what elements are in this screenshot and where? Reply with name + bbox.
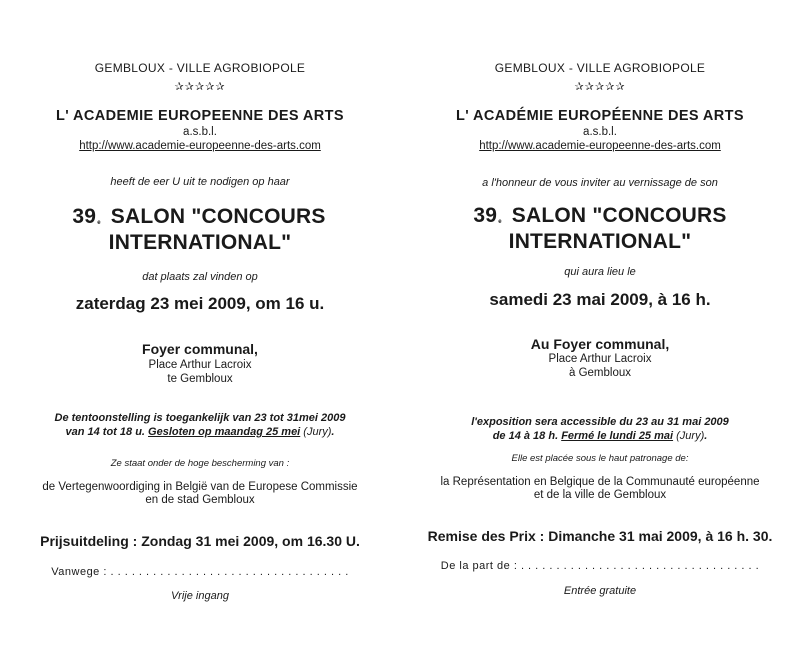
venue-city: à Gembloux [568, 367, 631, 379]
salon-number: 39 [72, 205, 97, 228]
from-line [0, 566, 400, 578]
patronage-line2: et de la ville de Gembloux [533, 489, 667, 501]
asbl-label: a.s.b.l. [183, 126, 217, 138]
closed-day: Fermé le lundi 25 mai [561, 430, 674, 442]
hours-text: van 14 tot 18 u. [65, 426, 149, 438]
invite-text: a l'honneur de vous inviter au vernissage de son [482, 177, 718, 189]
jury-note: (Jury) [673, 430, 705, 442]
asbl-label: a.s.b.l. [583, 126, 617, 138]
salon-title-line1 [400, 203, 800, 229]
venue-address: Place Arthur Lacroix [548, 353, 652, 365]
venue-name: Au Foyer communal, [530, 336, 670, 352]
stars-decoration: ✰✰✰✰✰ [574, 81, 626, 93]
stars-decoration: ✰✰✰✰✰ [174, 81, 226, 93]
prize-ceremony: Remise des Prix : Dimanche 31 mai 2009, à 16 h. 30. [427, 528, 773, 544]
exhibition-dates: l'exposition sera accessible du 23 au 31 mai 2009 [471, 416, 729, 428]
period: . [331, 426, 335, 438]
venue-intro: qui aura lieu le [564, 266, 636, 278]
venue-intro: dat plaats zal vinden op [142, 271, 258, 283]
entry-note: Vrije ingang [171, 590, 229, 602]
salon-title-line1 [0, 204, 400, 230]
from-dots: . . . . . . . . . . . . . . . . . . . . . . . . . . . . . . . . . . [520, 560, 760, 572]
prize-ceremony: Prijsuitdeling : Zondag 31 mei 2009, om 16.30 U. [40, 533, 360, 549]
venue-city: te Gembloux [167, 373, 233, 385]
city-heading: GEMBLOUX - VILLE AGROBIOPOLE [494, 61, 706, 75]
website-link[interactable]: http://www.academie-europeenne-des-arts.com [79, 140, 321, 152]
patronage-intro: Ze staat onder de hoge bescherming van : [110, 458, 290, 469]
period: . [704, 430, 708, 442]
invite-text: heeft de eer U uit te nodigen op haar [110, 176, 290, 188]
salon-title-line2: INTERNATIONAL" [108, 231, 292, 254]
salon-name: SALON "CONCOURS [110, 205, 326, 228]
from-dots: . . . . . . . . . . . . . . . . . . . . . . . . . . . . . . . . . . [110, 566, 349, 578]
exhibition-hours [400, 429, 800, 443]
salon-name: SALON "CONCOURS [511, 204, 727, 227]
exhibition-dates: De tentoonstelling is toegankelijk van 23 tot 31mei 2009 [54, 412, 346, 424]
salon-number: 39 [473, 204, 498, 227]
salon-sup: e [498, 219, 502, 225]
academy-title: L' ACADÉMIE EUROPÉENNE DES ARTS [456, 108, 744, 124]
event-date: samedi 23 mai 2009, à 16 h. [489, 290, 711, 309]
academy-title: L' ACADEMIE EUROPEENNE DES ARTS [56, 108, 344, 124]
closed-day: Gesloten op maandag 25 mei [148, 426, 301, 438]
hours-text: de 14 à 18 h. [492, 430, 562, 442]
exhibition-hours [0, 425, 400, 439]
from-label: De la part de : [440, 560, 518, 572]
venue-name: Foyer communal, [142, 341, 258, 357]
patronage-line1: la Représentation en Belgique de la Communauté européenne [440, 476, 760, 488]
entry-note: Entrée gratuite [563, 585, 637, 597]
from-label: Vanwege : [51, 566, 107, 578]
website-link[interactable]: http://www.academie-europeenne-des-arts.com [479, 140, 721, 152]
venue-address: Place Arthur Lacroix [148, 359, 252, 371]
salon-title-line2: INTERNATIONAL" [508, 230, 692, 253]
patronage-line1: de Vertegenwoordiging in België van de Europese Commissie [42, 481, 358, 493]
jury-note: (Jury) [300, 426, 332, 438]
patronage-line2: en de stad Gembloux [145, 494, 255, 506]
salon-sup: e [97, 220, 101, 226]
patronage-intro: Elle est placée sous le haut patronage de: [511, 453, 689, 464]
invitation-french [400, 0, 800, 654]
event-date: zaterdag 23 mei 2009, om 16 u. [75, 294, 325, 313]
from-line [400, 560, 800, 572]
city-heading: GEMBLOUX - VILLE AGROBIOPOLE [94, 61, 306, 75]
